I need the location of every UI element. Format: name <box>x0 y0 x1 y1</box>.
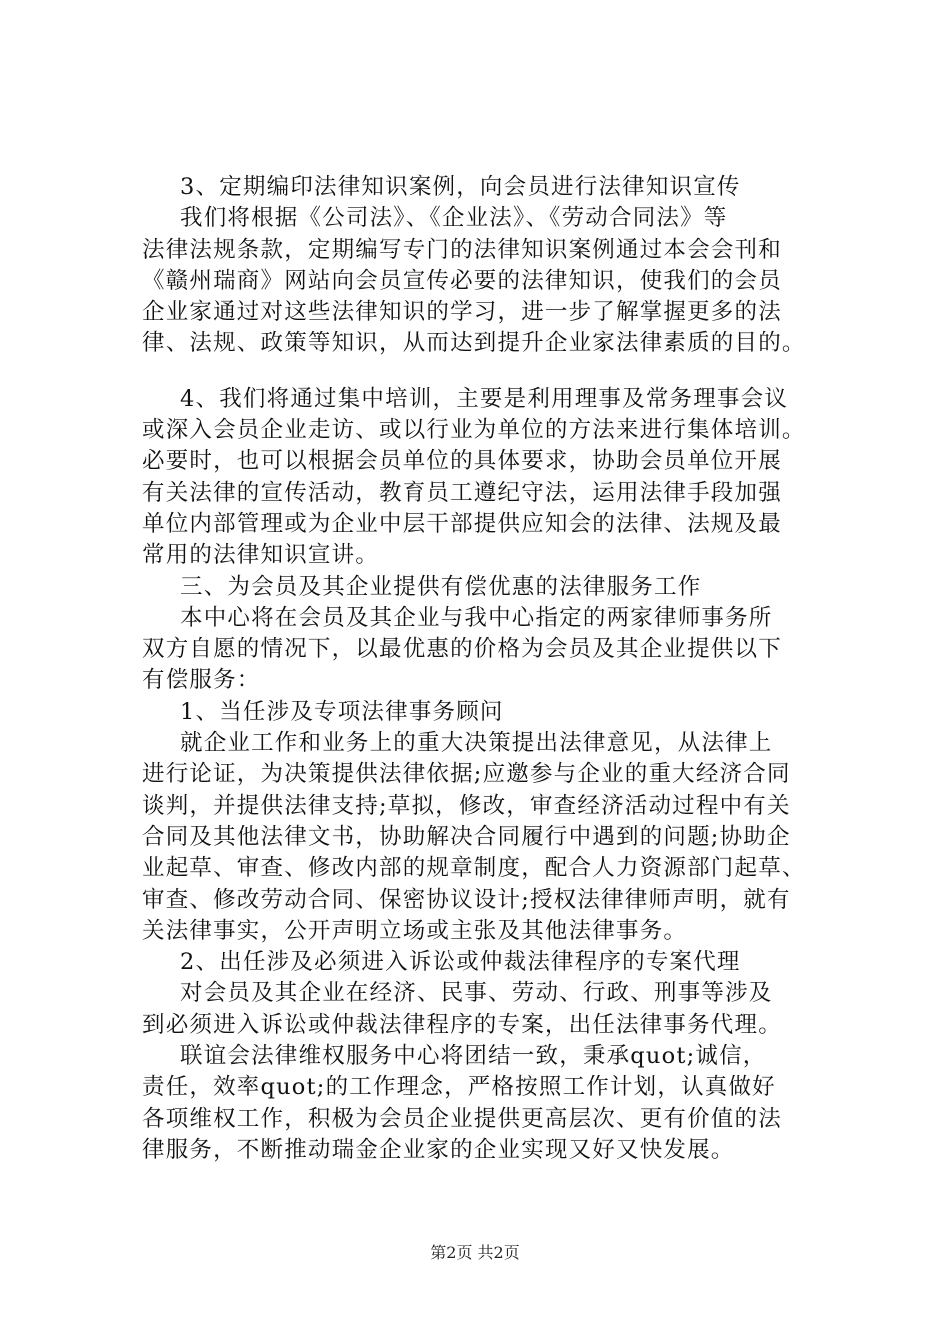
paragraph-line: 各项维权工作，积极为会员企业提供更高层次、更有价值的法 <box>142 1105 782 1132</box>
paragraph-line: 常用的法律知识宣讲。 <box>142 542 380 569</box>
paragraph-line: 我们将根据《公司法》、《企业法》、《劳动合同法》等 <box>180 205 728 232</box>
paragraph-line: 有关法律的宣传活动，教育员工遵纪守法，运用法律手段加强 <box>142 479 782 506</box>
paragraph-line: 本中心将在会员及其企业与我中心指定的两家律师事务所 <box>180 604 773 631</box>
section-heading: 三、为会员及其企业提供有偿优惠的法律服务工作 <box>180 573 702 600</box>
paragraph-line: 联谊会法律维权服务中心将团结一致，秉承quot;诚信， <box>180 1043 767 1070</box>
paragraph-line: 审查、修改劳动合同、保密协议设计;授权法律律师声明，就有 <box>142 886 791 913</box>
paragraph-line: 4、我们将通过集中培训，主要是利用理事及常务理事会议 <box>180 385 789 412</box>
paragraph-line: 到必须进入诉讼或仲裁法律程序的专案，出任法律事务代理。 <box>142 1011 782 1038</box>
paragraph-line: 或深入会员企业走访、或以行业为单位的方法来进行集体培训。 <box>142 417 806 444</box>
paragraph-line: 对会员及其企业在经济、民事、劳动、行政、刑事等涉及 <box>180 980 773 1007</box>
paragraph-line: 律、法规、政策等知识，从而达到提升企业家法律素质的目的。 <box>142 330 806 357</box>
paragraph-line: 业起草、审查、修改内部的规章制度，配合人力资源部门起草、 <box>142 855 806 882</box>
paragraph-line: 有偿服务： <box>142 667 261 694</box>
paragraph-line: 律服务，不断推动瑞金企业家的企业实现又好又快发展。 <box>142 1136 735 1163</box>
document-body <box>142 172 862 1166</box>
section-heading: 1、当任涉及专项法律事务顾问 <box>180 698 504 725</box>
page-number-footer: 第2页 共2页 <box>430 1243 520 1262</box>
paragraph-line: 合同及其他法律文书，协助解决合同履行中遇到的问题;协助企 <box>142 823 791 850</box>
paragraph-line: 法律法规条款，定期编写专门的法律知识案例通过本会会刊和 <box>142 236 782 263</box>
section-heading: 2、出任涉及必须进入诉讼或仲裁法律程序的专案代理 <box>180 949 741 976</box>
paragraph-line: 谈判，并提供法律支持;草拟，修改，审查经济活动过程中有关 <box>142 792 791 819</box>
paragraph-line: 单位内部管理或为企业中层干部提供应知会的法律、法规及最 <box>142 510 782 537</box>
paragraph-line: 进行论证，为决策提供法律依据;应邀参与企业的重大经济合同 <box>142 761 791 788</box>
paragraph-line: 就企业工作和业务上的重大决策提出法律意见，从法律上 <box>180 730 773 757</box>
paragraph-line: 双方自愿的情况下，以最优惠的价格为会员及其企业提供以下 <box>142 636 782 663</box>
paragraph-line: 企业家通过对这些法律知识的学习，进一步了解掌握更多的法 <box>142 299 782 326</box>
section-heading: 3、定期编印法律知识案例，向会员进行法律知识宣传 <box>180 174 741 200</box>
paragraph-line: 关法律事实，公开声明立场或主张及其他法律事务。 <box>142 917 688 944</box>
paragraph-line: 必要时，也可以根据会员单位的具体要求，协助会员单位开展 <box>142 448 782 475</box>
paragraph-gap <box>142 360 862 384</box>
paragraph-line: 《赣州瑞商》网站向会员宣传必要的法律知识，使我们的会员 <box>142 267 782 294</box>
paragraph-line: 责任，效率quot;的工作理念，严格按照工作计划，认真做好 <box>142 1074 776 1101</box>
